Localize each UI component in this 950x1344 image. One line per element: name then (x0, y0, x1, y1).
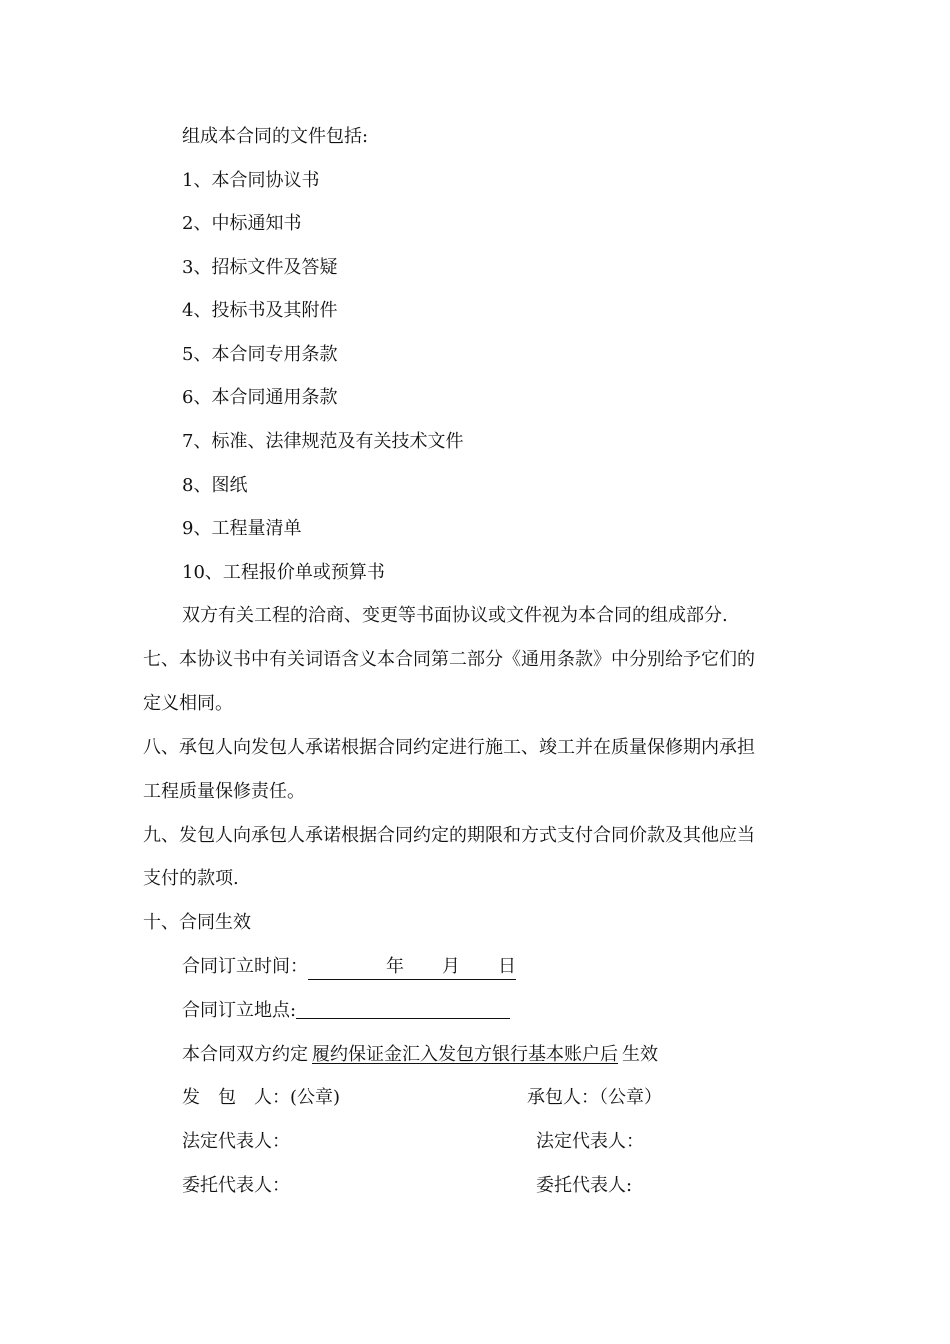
doc-item: 3、招标文件及答疑 (182, 257, 338, 278)
signing-date-field (308, 955, 516, 980)
doc-item: 10、工程报价单或预算书 (182, 562, 385, 583)
clause-7-line-2: 定义相同。 (143, 693, 233, 714)
clause-10-title: 十、合同生效 (143, 912, 251, 933)
doc-item: 5、本合同专用条款 (182, 344, 338, 365)
signing-place-blank (296, 1000, 510, 1019)
doc-item: 9、工程量清单 (182, 518, 302, 539)
clause-9-line-1: 九、发包人向承包人承诺根据合同约定的期限和方式支付合同价款及其他应当 (143, 825, 755, 846)
doc-item: 6、本合同通用条款 (182, 387, 338, 408)
clause-7-line-1: 七、本协议书中有关词语含义本合同第二部分《通用条款》中分别给予它们的 (143, 649, 755, 670)
signing-place-row (182, 999, 510, 1023)
employer-agent-label: 委托代表人： (182, 1175, 290, 1196)
signing-place-label: 合同订立地点: (182, 1000, 297, 1021)
documents-intro: 组成本合同的文件包括: (182, 126, 369, 147)
documents-note: 双方有关工程的洽商、变更等书面协议或文件视为本合同的组成部分. (182, 605, 728, 626)
signing-date-label: 合同订立时间： (182, 956, 308, 977)
effect-suffix: 生效 (622, 1044, 658, 1065)
employer-legal-rep-label: 法定代表人： (182, 1131, 290, 1152)
signing-date-row (182, 955, 516, 980)
clause-9-line-2: 支付的款项. (143, 868, 239, 889)
date-day: 日 (498, 956, 516, 977)
clause-8-line-2: 工程质量保修责任。 (143, 781, 305, 802)
effect-row (182, 1043, 658, 1067)
contractor-agent-label: 委托代表人: (536, 1175, 633, 1196)
contractor-legal-rep-label: 法定代表人： (536, 1131, 644, 1152)
doc-item: 4、投标书及其附件 (182, 300, 338, 321)
employer-seal-label: 发 包 人：(公章) (182, 1087, 341, 1108)
clause-8-line-1: 八、承包人向发包人承诺根据合同约定进行施工、竣工并在质量保修期内承担 (143, 737, 755, 758)
doc-item: 1、本合同协议书 (182, 170, 320, 191)
doc-item: 7、标准、法律规范及有关技术文件 (182, 431, 464, 452)
date-year: 年 (386, 956, 404, 977)
doc-item: 8、图纸 (182, 475, 248, 496)
date-month: 月 (442, 956, 460, 977)
doc-item: 2、中标通知书 (182, 213, 302, 234)
effect-condition: 履约保证金汇入发包方银行基本账户后 (312, 1044, 618, 1065)
contractor-seal-label: 承包人：（公章） (527, 1087, 662, 1108)
effect-prefix: 本合同双方约定 (182, 1044, 308, 1065)
